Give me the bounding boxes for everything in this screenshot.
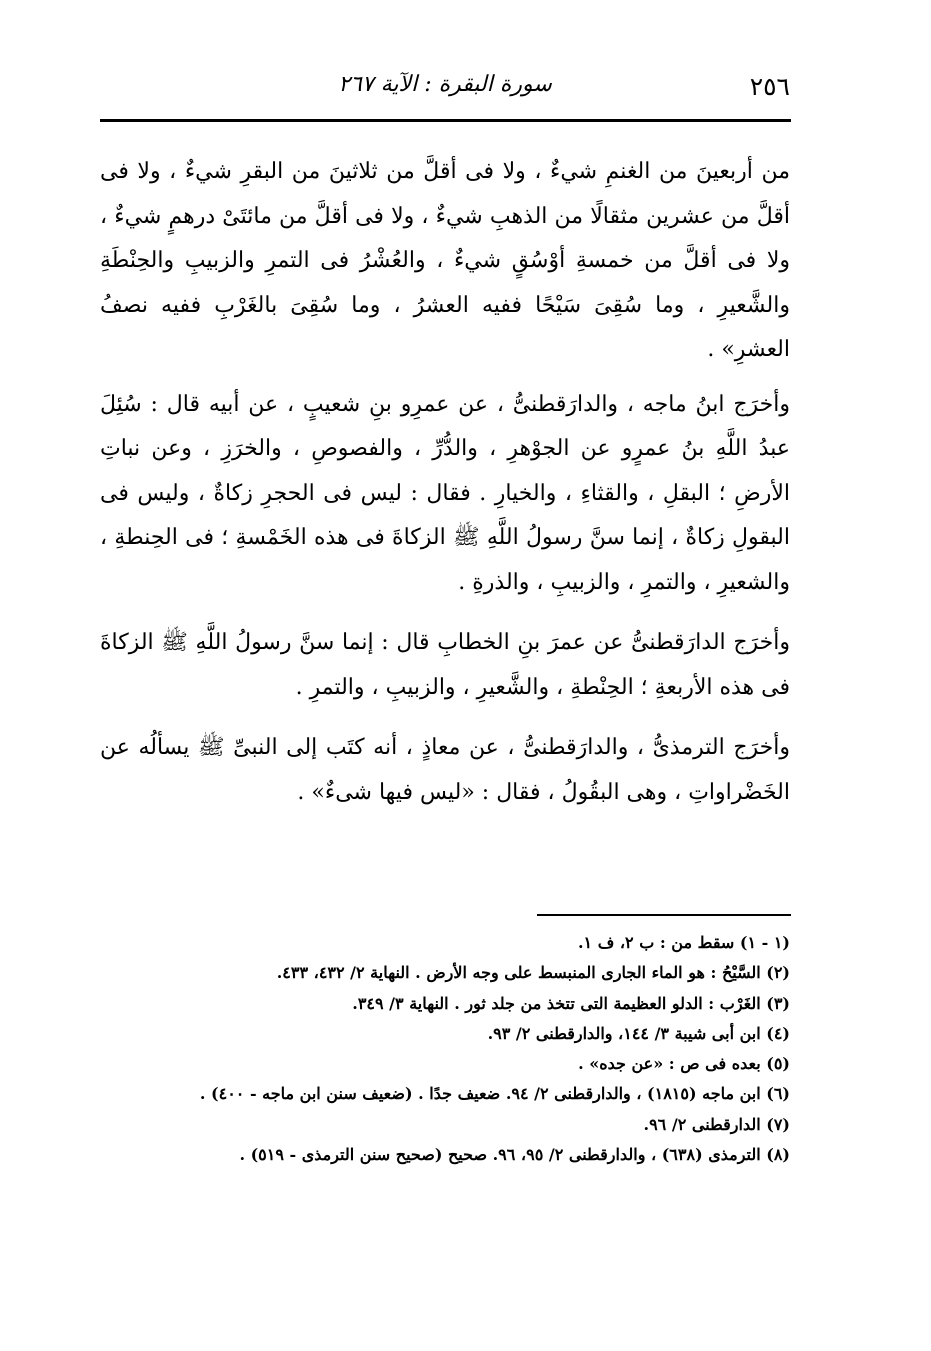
footnote-8: (٨) الترمذى (٦٣٨) ، والدارقطنى ٢/ ٩٥، ٩٦. صحيح (صحيح سنن الترمذى - ٥١٩) . — [239, 1145, 790, 1165]
paragraph-1: من أربعينَ من الغنمِ شيءٌ ، ولا فى أقلَّ من ثلاثينَ من البقرِ شيءٌ ، ولا فى أقلَّ من عشرين مثقالًا من الذهبِ شيءٌ ، ولا فى أقلَّ من مائتَىْ درهمٍ شيءٌ ، ولا فى أقلَّ من خمسةِ أوْسُقٍ شيءٌ ، والعُشْرُ فى التمرِ والزبيبِ والحِنْطَةِ والشَّعيرِ ، وما سُقِىَ سَيْحًا ففيه العشرُ ، وما سُقِىَ بالغَرْبِ ففيه نصفُ العشرِ» . — [100, 159, 790, 362]
footnote-1: (١ - ١) سقط من : ب ٢، ف ١. — [577, 933, 790, 952]
footnote-2: (٢) السَّيْحُ : هو الماء الجارى المنبسط على وجه الأرض . النهاية ٢/ ٤٣٢، ٤٣٣. — [276, 963, 790, 983]
main-text — [100, 150, 790, 815]
footnote-5: (٥) بعده فى ص : «عن جده» . — [578, 1054, 790, 1074]
footnote-divider — [537, 914, 791, 916]
header-divider — [100, 119, 791, 122]
paragraph-2: وأخرَج ابنُ ماجه ، والدارَقطنىُّ ، عن عمرِو بنِ شعيبٍ ، عن أبيه قال : سُئِلَ عبدُ اللَّهِ بنُ عمرٍو عن الجوْهرِ ، والدُّرِّ ، والفصوصِ ، والخرَزِ ، وعن نباتِ الأرضِ ؛ البقلِ ، والقثاءِ ، والخيارِ . فقال : ليس فى الحجرِ زكاةٌ ، وليس فى البقولِ زكاةٌ ، إنما سنَّ رسولُ اللَّهِ ﷺ الزكاةَ فى هذه الخَمْسةِ ؛ فى الحِنطةِ ، والشعيرِ ، والتمرِ ، والزبيبِ ، والذرةِ . — [100, 391, 790, 595]
page-header — [100, 68, 790, 108]
paragraph-4: وأخرَج الترمذىُّ ، والدارَقطنىُّ ، عن معاذٍ ، أنه كتَب إلى النبىِّ ﷺ يسألُه عن الخَضْراواتِ ، وهى البقُولُ ، فقال : «ليس فيها شىءٌ» . — [100, 735, 790, 805]
footnote-4: (٤) ابن أبى شيبة ٣/ ١٤٤، والدارقطنى ٢/ ٩٣. — [487, 1023, 790, 1043]
footnotes — [100, 928, 790, 1170]
running-title: سورة البقرة : الآية ٢٦٧ — [338, 72, 552, 97]
footnote-3: (٣) الغَرْب : الدلو العظيمة التى تتخذ من جلد ثور . النهاية ٣/ ٣٤٩. — [352, 993, 790, 1013]
paragraph-3: وأخرَج الدارَقطنىُّ عن عمرَ بنِ الخطابِ قال : إنما سنَّ رسولُ اللَّهِ ﷺ الزكاةَ فى هذه الأربعةِ ؛ الحِنْطةِ ، والشَّعيرِ ، والزبيبِ ، والتمرِ . — [100, 630, 790, 700]
footnote-6: (٦) ابن ماجه (١٨١٥) ، والدارقطنى ٢/ ٩٤. ضعيف جدًا . (ضعيف سنن ابن ماجه - ٤٠٠) . — [199, 1084, 790, 1104]
page-number: ٢٥٦ — [749, 72, 790, 101]
footnote-7: (٧) الدارقطنى ٢/ ٩٦. — [643, 1114, 790, 1134]
